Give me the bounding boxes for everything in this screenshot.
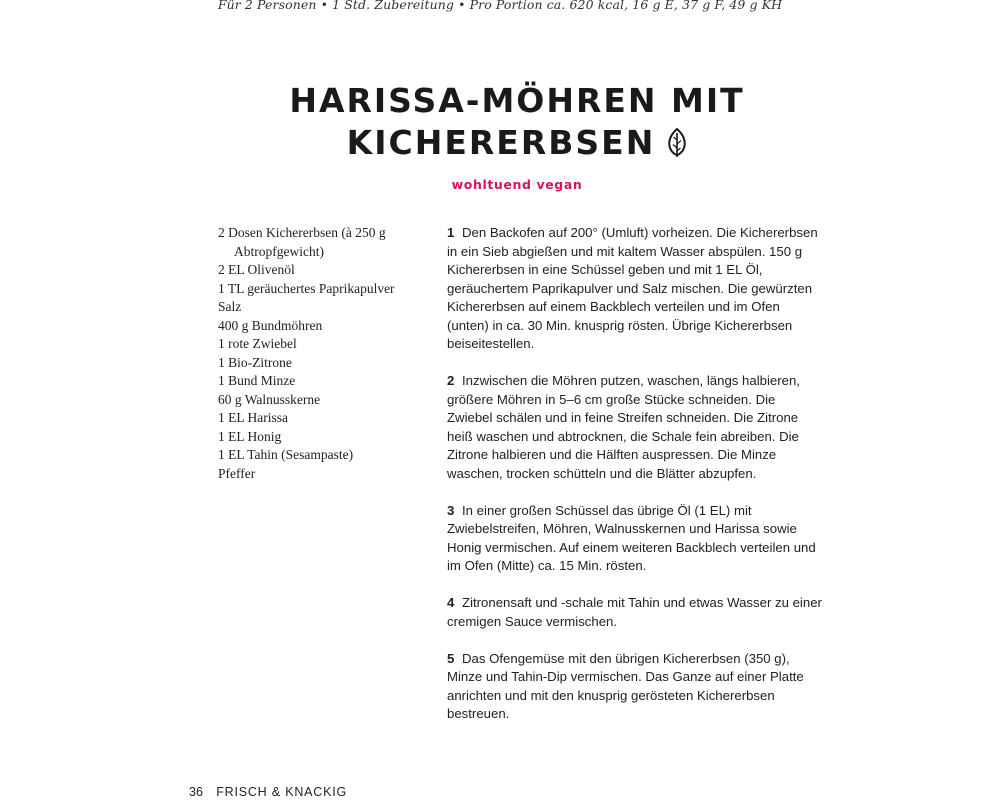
- ingredient-item: 1 Bio-Zitrone: [218, 354, 292, 370]
- ingredient-item: 1 EL Harissa: [218, 410, 288, 425]
- step-3: [447, 502, 822, 576]
- step-number: 5: [447, 650, 455, 666]
- leaf-icon: [667, 128, 687, 158]
- ingredient-list: [218, 224, 428, 483]
- step-number: 2: [447, 373, 455, 388]
- step-number: 3: [447, 502, 455, 518]
- ingredient-item: Pfeffer: [218, 465, 256, 481]
- step-text: Den Backofen auf 200° (Umluft) vorheizen. Die Kichererbsen in ein Sieb abgießen und mit kaltem Wasser abspülen. 150 g Kichererbsen in eine Schüssel geben und mit 1 EL Öl, geräuchertem Paprikapulver und Salz mischen. Die gewürzten Kichererbsen auf einem Backblech verteilen und im Ofen (unten) in ca. 30 Min. knusprig rösten. Übrige Kichererbsen beiseitestellen.: [447, 225, 818, 351]
- step-text: Inzwischen die Möhren putzen, waschen, längs halbieren, größere Möhren in 5–6 cm große Stücke schneiden. Die Zwiebel schälen und in feine Streifen schneiden. Die Zitrone heiß waschen und abtrocknen, die Schale fein abreiben. Die Zitrone halbieren und die Hälften auspressen. Die Minze waschen, trocken schütteln und die Blätter abzupfen.: [447, 373, 800, 481]
- page-number: 36: [189, 785, 203, 799]
- ingredient-item: 2 EL Olivenöl: [218, 262, 295, 277]
- step-4: [447, 594, 822, 631]
- ingredient-item: 400 g Bundmöhren: [218, 317, 323, 333]
- recipe-subtitle: wohltuend vegan: [451, 177, 583, 192]
- recipe-title-line1: HARISSA-MÖHREN MIT: [289, 81, 745, 120]
- step-2: [447, 372, 822, 483]
- ingredient-item: 2 Dosen Kichererbsen (à 250 g Abtropfgewicht): [218, 225, 386, 259]
- ingredient-item: 1 TL geräuchertes Paprikapulver: [218, 280, 395, 296]
- ingredient-item: 1 EL Honig: [218, 428, 282, 444]
- ingredient-item: 1 Bund Minze: [218, 373, 296, 388]
- ingredient-item: 1 EL Tahin (Sesampaste): [218, 447, 354, 462]
- ingredient-item: 1 rote Zwiebel: [218, 336, 297, 351]
- ingredient-item: Salz: [218, 299, 242, 314]
- step-number: 1: [447, 225, 455, 240]
- step-number: 4: [447, 595, 455, 610]
- section-name: FRISCH & KNACKIG: [216, 785, 348, 799]
- recipe-meta-line: Für 2 Personen • 1 Std. Zubereitung • Pro Portion ca. 620 kcal, 16 g E, 37 g F, 49 g KH: [217, 0, 783, 12]
- page-footer: [189, 785, 347, 799]
- recipe-title-line2: KICHERERBSEN: [346, 123, 656, 162]
- ingredient-item: 60 g Walnusskerne: [218, 391, 321, 407]
- step-text: Das Ofengemüse mit den übrigen Kichererbsen (350 g), Minze und Tahin-Dip vermischen. Das Ganze auf einer Platte anrichten und mit den knusprig gerösteten Kichererbsen bestreuen.: [447, 650, 804, 721]
- step-5: [447, 650, 822, 724]
- step-text: In einer großen Schüssel das übrige Öl (1 EL) mit Zwiebelstreifen, Möhren, Walnusskernen und Harissa sowie Honig vermischen. Auf einem weiteren Backblech verteilen und im Ofen (Mitte) ca. 15 Min. rösten.: [447, 502, 816, 573]
- preparation-steps: [447, 224, 822, 742]
- step-1: [447, 224, 822, 354]
- step-text: Zitronensaft und -schale mit Tahin und etwas Wasser zu einer cremigen Sauce vermischen.: [447, 595, 822, 629]
- recipe-title: [0, 80, 1000, 164]
